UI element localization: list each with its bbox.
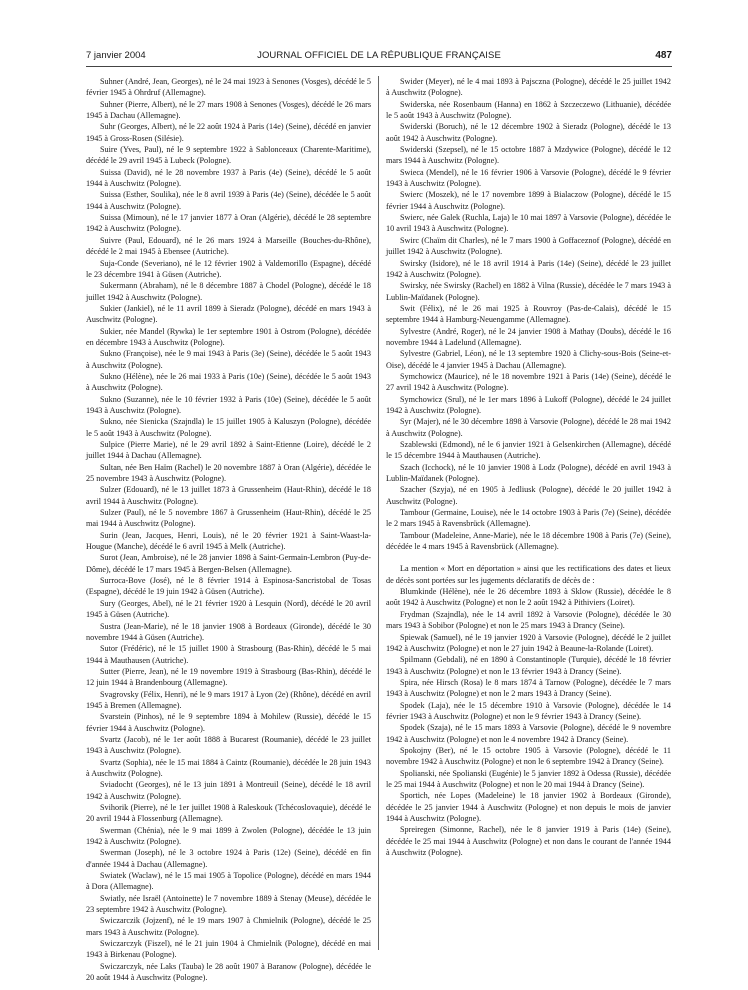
deportee-entry: Tambour (Madeleine, Anne-Marie), née le 18 décembre 1908 à Paris (7e) (Seine), décédée le 4 mars 1945 à Ravensbrück (Allemagne).: [386, 530, 671, 552]
rectification-entry: Spodek (Szaja), né le 15 mars 1893 à Varsovie (Pologne), décédé le 9 novembre 1942 à Auschwitz (Pologne) et non le 4 novembre 1942 à Drancy (Seine).: [386, 723, 671, 744]
deportee-entry: Sultan, née Ben Haïm (Rachel) le 20 novembre 1887 à Oran (Algérie), décédée le 25 novembre 1943 à Auschwitz (Pologne).: [86, 462, 371, 484]
deportee-entry: Svagrovsky (Félix, Henri), né le 9 mars 1917 à Lyon (2e) (Rhône), décédé en avril 1945 à Bremen (Allemagne).: [86, 689, 371, 710]
deportee-entry: Sury (Georges, Abel), né le 21 février 1920 à Lesquin (Nord), décédé le 20 avril 1945 à Güsen (Autriche).: [86, 598, 371, 620]
deportee-entry: Svartz (Jacob), né le 1er août 1888 à Bucarest (Roumanie), décédé le 23 juillet 1943 à Auschwitz (Pologne).: [86, 734, 371, 756]
deportee-entry: Surin (Jean, Jacques, Henri, Louis), né le 20 février 1921 à Saint-Waast-la-Hougue (Manche), décédé le 6 avril 1945 à Melk (Autriche).: [86, 530, 371, 552]
deportee-entry: Sulzer (Paul), né le 5 novembre 1867 à Grussenheim (Haut-Rhin), décédé le 25 mai 1944 à Auschwitz (Pologne).: [86, 508, 371, 529]
deportee-entry: Sukier, née Mandel (Rywka) le 1er septembre 1901 à Ostrom (Pologne), décédée en décembre 1943 à Auschwitz (Pologne).: [86, 326, 371, 347]
rectification-entry: Spilmann (Gebdali), né en 1890 à Constantinople (Turquie), décédé le 18 février 1943 à Auschwitz (Pologne) et non le 13 février 1943 à Drancy (Seine).: [386, 655, 671, 676]
deportee-entry: Symchowicz (Srul), né le 1er mars 1896 à Lukoff (Pologne), décédé le 24 juillet 1942 à Auschwitz (Pologne).: [386, 394, 671, 415]
deportee-entry: Swirsky, née Swirsky (Rachel) en 1882 à Vilna (Russie), décédée le 7 mars 1943 à Lublin-Maïdanek (Pologne).: [386, 281, 671, 302]
deportee-entry: Sukermann (Abraham), né le 8 décembre 1887 à Chodel (Pologne), décédé le 18 juillet 1942 à Auschwitz (Pologne).: [86, 281, 371, 302]
rectification-entry: Spreiregen (Simonne, Rachel), née le 8 janvier 1919 à Paris (14e) (Seine), décédée le 25 mai 1944 à Auschwitz (Pologne) et non dans le courant de l'année 1944 à Auschwitz (Pologne).: [386, 825, 671, 858]
deportee-entry: Swiatly, née Israël (Antoinette) le 7 novembre 1889 à Stenay (Meuse), décédée le 23 septembre 1942 à Auschwitz (Pologne).: [86, 893, 371, 915]
rectification-entry: Spodek (Laja), née le 15 décembre 1910 à Varsovie (Pologne), décédée le 14 février 1943 à Auschwitz (Pologne) et non le 9 février 1943 à Drancy (Seine).: [386, 700, 671, 721]
deportee-entry: Suivre (Paul, Edouard), né le 26 mars 1924 à Marseille (Bouches-du-Rhône), décédé le 2 mai 1945 à Ebensee (Autriche).: [86, 235, 371, 257]
header-rule: [86, 66, 672, 67]
deportee-entry: Sylvestre (André, Roger), né le 24 janvier 1908 à Mathay (Doubs), décédé le 16 novembre 1944 à Ladelund (Allemagne).: [386, 326, 671, 347]
column-divider: [378, 76, 379, 950]
deportee-entry: Swirsky (Isidore), né le 18 avril 1914 à Paris (14e) (Seine), décédé le 23 juillet 1942 à Auschwitz (Pologne).: [386, 258, 671, 279]
deportee-entry: Swirc (Chaïm dit Charles), né le 7 mars 1900 à Goffaceznof (Pologne), décédé en juillet 1942 à Auschwitz (Pologne).: [386, 235, 671, 257]
page-header: [86, 50, 672, 64]
deportee-entry: Swierc, née Galek (Ruchla, Laja) le 10 mai 1897 à Varsovie (Pologne), décédée le 10 avril 1943 à Auschwitz (Pologne).: [386, 213, 671, 234]
deportee-entry: Sylvestre (Gabriel, Léon), né le 13 septembre 1920 à Clichy-sous-Bois (Seine-et-Oise), décédé le 4 janvier 1945 à Dachau (Allemagne).: [386, 349, 671, 370]
deportee-entry: Svartz (Sophia), née le 15 mai 1884 à Caintz (Roumanie), décédée le 28 juin 1943 à Auschwitz (Pologne).: [86, 757, 371, 778]
deportee-entry: Suissa (Esther, Soulika), née le 8 avril 1939 à Paris (4e) (Seine), décédée le 5 août 1944 à Auschwitz (Pologne).: [86, 190, 371, 211]
deportee-entry: Svarstein (Pinhos), né le 9 septembre 1894 à Mohilew (Russie), décédé le 15 février 1944 à Auschwitz (Pologne).: [86, 712, 371, 733]
deportee-entry: Swit (Félix), né le 26 mai 1925 à Rouvroy (Pas-de-Calais), décédé le 15 septembre 1944 à Hamburg-Neuengamme (Allemagne).: [386, 303, 671, 325]
deportee-entry: Sukno (Hélène), née le 26 mai 1933 à Paris (10e) (Seine), décédée le 5 août 1943 à Auschwitz (Pologne).: [86, 371, 371, 393]
right-entries: [386, 76, 671, 552]
rectification-entry: Spokojny (Ber), né le 15 octobre 1905 à Varsovie (Pologne), décédé le 11 novembre 1942 à Auschwitz (Pologne) et non le 6 septembre 1942 à Drancy (Seine).: [386, 745, 671, 767]
rectification-entry: Blumkinde (Hélène), née le 26 décembre 1893 à Sklow (Russie), décédée le 8 août 1942 à Auschwitz (Pologne) et non le 2 août 1942 à Pithiviers (Loiret).: [386, 587, 671, 608]
rectification-entry: Spiewak (Samuel), né le 19 janvier 1920 à Varsovie (Pologne), décédé le 2 juillet 1942 à Auschwitz (Pologne) et non le 27 juin 1942 à Beaune-la-Rolande (Loiret).: [386, 632, 671, 653]
rectification-entries: [386, 586, 671, 858]
journal-title: JOURNAL OFFICIEL DE LA RÉPUBLIQUE FRANÇAISE: [257, 50, 501, 61]
page-number: 487: [655, 50, 672, 61]
deportee-entry: Swider (Meyer), né le 4 mai 1893 à Pajsczna (Pologne), décédé le 25 juillet 1942 à Auschwitz (Pologne).: [386, 77, 671, 98]
deportee-entry: Sukno (Suzanne), née le 10 février 1932 à Paris (10e) (Seine), décédée le 5 août 1943 à Auschwitz (Pologne).: [86, 394, 371, 415]
deportee-entry: Swiczarczyk (Fiszel), né le 21 juin 1904 à Chmielnik (Pologne), décédé en mai 1943 à Birkenau (Pologne).: [86, 939, 371, 960]
deportee-entry: Surot (Jean, Ambroise), né le 28 janvier 1898 à Saint-Germain-Lembron (Puy-de-Dôme), décédé le 17 mars 1945 à Bergen-Belsen (Allemagne).: [86, 553, 371, 574]
rectification-entry: Spolianski, née Spolianski (Eugénie) le 5 janvier 1892 à Odessa (Russie), décédée le 25 mai 1944 à Auschwitz (Pologne) et non le 20 mai 1944 à Drancy (Seine).: [386, 768, 671, 789]
deportee-entry: Suhner (André, Jean, Georges), né le 24 mai 1923 à Senones (Vosges), décédé le 5 février 1945 à Ohrdruf (Allemagne).: [86, 77, 371, 98]
deportee-entry: Swiczarczyk, née Laks (Tauba) le 28 août 1907 à Baranow (Pologne), décédée le 20 août 1944 à Auschwitz (Pologne).: [86, 961, 371, 983]
deportee-entry: Sukno, née Sienicka (Szajndla) le 15 juillet 1905 à Kaluszyn (Pologne), décédée le 5 août 1943 à Auschwitz (Pologne).: [86, 417, 371, 438]
deportee-entry: Symchowicz (Maurice), né le 18 novembre 1921 à Paris (14e) (Seine), décédé le 27 avril 1942 à Auschwitz (Pologne).: [386, 371, 671, 393]
deportee-entry: Suissa (David), né le 28 novembre 1937 à Paris (4e) (Seine), décédé le 5 août 1944 à Auschwitz (Pologne).: [86, 167, 371, 189]
header-date: 7 janvier 2004: [86, 50, 146, 61]
deportee-entry: Suire (Yves, Paul), né le 9 septembre 1922 à Sablonceaux (Charente-Maritime), décédé le 29 avril 1945 à Lubeck (Pologne).: [86, 145, 371, 166]
deportee-entry: Suissa (Mimoun), né le 17 janvier 1877 à Oran (Algérie), décédé le 28 septembre 1942 à Auschwitz (Pologne).: [86, 213, 371, 234]
deportee-entry: Swerman (Joseph), né le 3 octobre 1924 à Paris (12e) (Seine), décédé en fin d'année 1944 à Dachau (Allemagne).: [86, 848, 371, 869]
deportee-entry: Szablewski (Edmond), né le 6 janvier 1921 à Gelsenkirchen (Allemagne), décédé le 15 décembre 1944 à Mauthausen (Autriche).: [386, 440, 671, 461]
deportee-entry: Swiderski (Boruch), né le 12 décembre 1902 à Sieradz (Pologne), décédé le 13 août 1942 à Auschwitz (Pologne).: [386, 122, 671, 143]
right-column: [386, 76, 671, 858]
deportee-entry: Sulzer (Edouard), né le 13 juillet 1873 à Grussenheim (Haut-Rhin), décédé le 18 avril 1944 à Auschwitz (Pologne).: [86, 485, 371, 506]
deportee-entry: Szacher (Szyja), né en 1905 à Jedliusk (Pologne), décédé le 20 juillet 1942 à Auschwitz (Pologne).: [386, 485, 671, 506]
deportee-entry: Sukno (Françoise), née le 9 mai 1943 à Paris (3e) (Seine), décédée le 5 août 1943 à Auschwitz (Pologne).: [86, 349, 371, 370]
deportee-entry: Szach (Icchock), né le 10 janvier 1908 à Lodz (Pologne), décédé en avril 1943 à Lublin-Maïdanek (Pologne).: [386, 462, 671, 484]
rectification-note: La mention « Mort en déportation » ainsi que les rectifications des dates et lieux de décès sont portées sur les jugements déclaratifs de décès de :: [386, 564, 671, 585]
rectification-entry: Frydman (Szajndla), née le 14 avril 1892 à Varsovie (Pologne), décédée le 30 mars 1943 à Sobibor (Pologne) et non le 25 mars 1943 à Drancy (Seine).: [386, 609, 671, 631]
deportee-entry: Swiczarczik (Jojzenf), né le 19 mars 1907 à Chmielnik (Pologne), décédé le 25 mars 1943 à Auschwitz (Pologne).: [86, 916, 371, 937]
deportee-entry: Tambour (Germaine, Louise), née le 14 octobre 1903 à Paris (7e) (Seine), décédée le 2 mars 1945 à Ravensbrück (Allemagne).: [386, 508, 671, 529]
deportee-entry: Suhr (Georges, Albert), né le 22 août 1924 à Paris (14e) (Seine), décédé en janvier 1945 à Gross-Rosen (Silésie).: [86, 122, 371, 143]
left-column: [86, 76, 371, 984]
deportee-entry: Sustra (Jean-Marie), né le 18 janvier 1908 à Bordeaux (Gironde), décédé le 30 novembre 1944 à Güsen (Autriche).: [86, 621, 371, 642]
deportee-entry: Swieca (Mendel), né le 16 février 1906 à Varsovie (Pologne), décédé le 9 février 1943 à Auschwitz (Pologne).: [386, 167, 671, 189]
rectification-entry: Spira, née Hirsch (Rosa) le 8 mars 1874 à Tarnow (Pologne), décédée le 7 mars 1943 à Auschwitz (Pologne) et non le 2 mars 1943 à Drancy (Seine).: [386, 677, 671, 699]
deportee-entry: Suhner (Pierre, Albert), né le 27 mars 1908 à Senones (Vosges), décédé le 26 mars 1945 à Dachau (Allemagne).: [86, 99, 371, 121]
deportee-entry: Sviadocht (Georges), né le 13 juin 1891 à Montreuil (Seine), décédé le 18 avril 1942 à Auschwitz (Pologne).: [86, 780, 371, 801]
deportee-entry: Swerman (Chénia), née le 9 mai 1899 à Zwolen (Pologne), décédée le 13 juin 1942 à Auschwitz (Pologne).: [86, 825, 371, 847]
deportee-entry: Sulpice (Pierre Marie), né le 29 avril 1892 à Saint-Etienne (Loire), décédé le 2 juillet 1944 à Dachau (Allemagne).: [86, 440, 371, 461]
deportee-entry: Swierc (Moszek), né le 17 novembre 1899 à Bialaczow (Pologne), décédé le 15 février 1944 à Auschwitz (Pologne).: [386, 190, 671, 211]
deportee-entry: Sutor (Frédéric), né le 15 juillet 1900 à Strasbourg (Bas-Rhin), décédé le 5 mai 1944 à Mauthausen (Autriche).: [86, 644, 371, 665]
deportee-entry: Suja-Conde (Severiano), né le 12 février 1902 à Valdemorillo (Espagne), décédé le 23 décembre 1941 à Güsen (Autriche).: [86, 258, 371, 279]
deportee-entry: Swiatek (Waclaw), né le 15 mai 1905 à Topolice (Pologne), décédé en mars 1944 à Dora (Allemagne).: [86, 871, 371, 892]
deportee-entry: Surroca-Bove (José), né le 8 février 1914 à Espinosa-Sancristobal de Tosas (Espagne), décédé le 19 juin 1942 à Güsen (Autriche).: [86, 576, 371, 597]
deportee-entry: Sukier (Jankiel), né le 11 avril 1899 à Sieradz (Pologne), décédé en mars 1943 à Auschwitz (Pologne).: [86, 303, 371, 325]
deportee-entry: Syr (Majer), né le 30 décembre 1898 à Varsovie (Pologne), décédé le 28 mai 1942 à Auschwitz (Pologne).: [386, 417, 671, 438]
deportee-entry: Swiderska, née Rosenbaum (Hanna) en 1862 à Szczeczewo (Lithuanie), décédée le 5 août 1943 à Auschwitz (Pologne).: [386, 99, 671, 121]
rectification-entry: Sportich, née Lopes (Madeleine) le 18 janvier 1902 à Bordeaux (Gironde), décédée le 25 janvier 1944 à Auschwitz (Pologne) et non depuis le mois de janvier 1944 à Auschwitz (Pologne).: [386, 791, 671, 823]
deportee-entry: Svihorik (Pierre), né le 1er juillet 1908 à Raleskouk (Tchécoslovaquie), décédé le 20 avril 1944 à Flossenburg (Allemagne).: [86, 803, 371, 824]
deportee-entry: Swiderski (Szepsel), né le 15 octobre 1887 à Mzdywice (Pologne), décédé le 12 mars 1944 à Auschwitz (Pologne).: [386, 145, 671, 166]
deportee-entry: Sutter (Pierre, Jean), né le 19 novembre 1919 à Strasbourg (Bas-Rhin), décédé le 12 juin 1944 à Brandenbourg (Allemagne).: [86, 666, 371, 688]
